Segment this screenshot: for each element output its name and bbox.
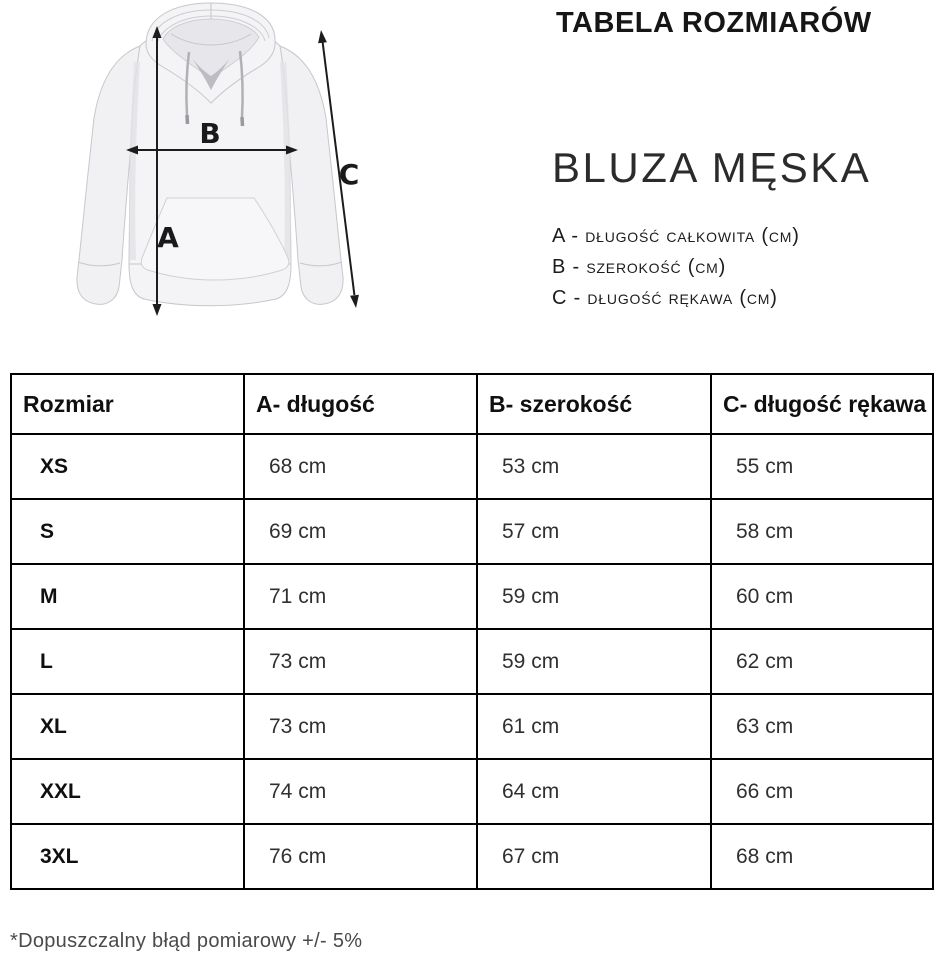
- measurement-cell-c: 63 cm: [711, 694, 933, 759]
- left-drawstring-aglet: [187, 115, 188, 124]
- column-header-length: A- długość: [244, 374, 477, 434]
- measure-label-c: C: [338, 158, 360, 191]
- table-row: [11, 564, 933, 629]
- measurement-cell-b: 59 cm: [477, 564, 711, 629]
- column-header-sleeve: C- długość rękawa: [711, 374, 933, 434]
- measurement-cell-b: 61 cm: [477, 694, 711, 759]
- measurement-cell-a: 71 cm: [244, 564, 477, 629]
- table-row: [11, 499, 933, 564]
- measure-label-b: B: [199, 117, 221, 150]
- measurement-cell-b: 59 cm: [477, 629, 711, 694]
- footnote: *Dopuszczalny błąd pomiarowy +/- 5%: [10, 930, 363, 952]
- table-header-row: [11, 374, 933, 434]
- measurement-cell-a: 68 cm: [244, 434, 477, 499]
- legend-item-b: B - szerokość (cm): [552, 256, 727, 278]
- size-cell: S: [11, 499, 244, 564]
- measurement-cell-a: 74 cm: [244, 759, 477, 824]
- hoodie-drawing: [77, 3, 343, 306]
- measurement-cell-c: 68 cm: [711, 824, 933, 889]
- column-header-width: B- szerokość: [477, 374, 711, 434]
- measure-label-a: A: [157, 221, 179, 254]
- right-drawstring-aglet: [242, 117, 243, 126]
- product-name: BLUZA MĘSKA: [552, 144, 872, 191]
- measurement-cell-a: 76 cm: [244, 824, 477, 889]
- size-cell: M: [11, 564, 244, 629]
- table-row: [11, 759, 933, 824]
- measurement-cell-c: 55 cm: [711, 434, 933, 499]
- measurement-cell-c: 58 cm: [711, 499, 933, 564]
- table-row: [11, 694, 933, 759]
- column-header-size: Rozmiar: [11, 374, 244, 434]
- measurement-cell-a: 73 cm: [244, 694, 477, 759]
- arrow-a-head-bottom: [153, 304, 162, 316]
- table-row: [11, 434, 933, 499]
- size-table-body: [11, 434, 933, 889]
- measurement-cell-b: 64 cm: [477, 759, 711, 824]
- size-cell: XS: [11, 434, 244, 499]
- arrow-c-head-bottom: [350, 295, 359, 308]
- measurement-cell-c: 60 cm: [711, 564, 933, 629]
- measurement-cell-b: 53 cm: [477, 434, 711, 499]
- measurement-cell-c: 66 cm: [711, 759, 933, 824]
- hoodie-illustration: [40, 0, 420, 340]
- measurement-cell-a: 69 cm: [244, 499, 477, 564]
- arrow-c-head-top: [318, 30, 327, 43]
- measurement-cell-a: 73 cm: [244, 629, 477, 694]
- size-cell: XL: [11, 694, 244, 759]
- legend-item-c: C - długość rękawa (cm): [552, 287, 778, 309]
- size-cell: 3XL: [11, 824, 244, 889]
- table-row: [11, 824, 933, 889]
- size-table: [10, 373, 934, 890]
- size-cell: XXL: [11, 759, 244, 824]
- page-title: TABELA ROZMIARÓW: [556, 7, 872, 39]
- legend-item-a: A - długość całkowita (cm): [552, 225, 800, 247]
- size-cell: L: [11, 629, 244, 694]
- measurement-cell-b: 57 cm: [477, 499, 711, 564]
- table-row: [11, 629, 933, 694]
- measurement-cell-b: 67 cm: [477, 824, 711, 889]
- measurement-legend: [552, 221, 800, 314]
- measurement-cell-c: 62 cm: [711, 629, 933, 694]
